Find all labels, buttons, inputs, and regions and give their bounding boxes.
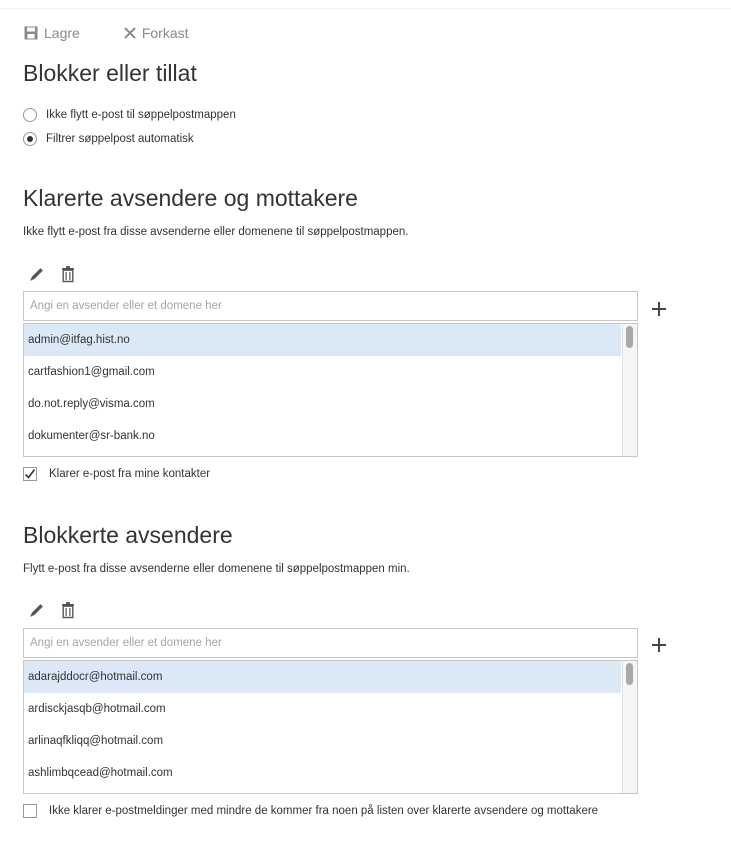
radio-label: Ikke flytt e-post til søppelpostmappen <box>46 109 236 121</box>
edit-icon[interactable] <box>28 601 46 619</box>
page-title: Blokker eller tillat <box>23 60 197 86</box>
close-icon <box>124 27 136 39</box>
radio-button-selected[interactable] <box>23 132 37 146</box>
save-label: Lagre <box>44 25 80 41</box>
only-trusted-option[interactable] <box>23 804 598 818</box>
scrollbar-thumb[interactable] <box>626 326 633 348</box>
discard-button[interactable] <box>124 25 189 41</box>
list-item[interactable]: admin@itfag.hist.no <box>24 324 621 356</box>
safe-senders-list[interactable] <box>23 323 638 457</box>
radio-button[interactable] <box>23 108 37 122</box>
checkbox-checked[interactable] <box>23 467 37 481</box>
scrollbar[interactable] <box>622 324 637 456</box>
save-button[interactable] <box>24 25 80 41</box>
list-item[interactable]: adarajddocr@hotmail.com <box>24 661 621 693</box>
list-item[interactable]: cartfashion1@gmail.com <box>28 366 155 378</box>
radio-auto-filter[interactable] <box>23 132 194 146</box>
add-blocked-sender-plus-icon[interactable] <box>650 636 668 654</box>
trash-icon[interactable] <box>60 601 76 619</box>
top-divider <box>0 8 731 9</box>
discard-label: Forkast <box>141 25 189 41</box>
scrollbar[interactable] <box>622 661 637 793</box>
scrollbar-thumb[interactable] <box>626 663 633 685</box>
list-item[interactable]: arlinaqfkliqq@hotmail.com <box>28 735 164 747</box>
save-icon <box>24 26 38 40</box>
trust-contacts-option[interactable] <box>23 467 210 481</box>
safe-sender-input-box <box>23 291 638 321</box>
blocked-senders-title: Blokkerte avsendere <box>23 522 233 548</box>
list-item[interactable]: ardisckjasqb@hotmail.com <box>28 703 166 715</box>
radio-no-move[interactable] <box>23 108 236 122</box>
safe-senders-title: Klarerte avsendere og mottakere <box>23 185 358 211</box>
checkbox-unchecked[interactable] <box>23 804 37 818</box>
list-item[interactable]: dokumenter@sr-bank.no <box>28 430 155 442</box>
add-safe-sender-plus-icon[interactable] <box>650 300 668 318</box>
list-item[interactable]: ashlimbqcead@hotmail.com <box>28 767 173 779</box>
safe-senders-actions <box>28 265 76 283</box>
checkmark-icon <box>24 468 36 480</box>
safe-senders-description: Ikke flytt e-post fra disse avsenderne eller domenene til søppelpostmappen. <box>23 226 409 238</box>
safe-sender-input[interactable] <box>24 292 637 320</box>
trash-icon[interactable] <box>60 265 76 283</box>
list-item[interactable]: do.not.reply@visma.com <box>28 398 155 410</box>
edit-icon[interactable] <box>28 265 46 283</box>
radio-label: Filtrer søppelpost automatisk <box>46 133 194 145</box>
command-bar <box>24 24 189 42</box>
blocked-senders-actions <box>28 601 76 619</box>
blocked-senders-description: Flytt e-post fra disse avsenderne eller domenene til søppelpostmappen min. <box>23 563 410 575</box>
blocked-sender-input-box <box>23 628 638 658</box>
checkbox-label: Ikke klarer e-postmeldinger med mindre de kommer fra noen på listen over klarerte avsendere og mottakere <box>49 805 599 817</box>
blocked-senders-list[interactable] <box>23 660 638 794</box>
blocked-sender-input[interactable] <box>24 629 637 657</box>
checkbox-label: Klarer e-post fra mine kontakter <box>49 468 211 480</box>
